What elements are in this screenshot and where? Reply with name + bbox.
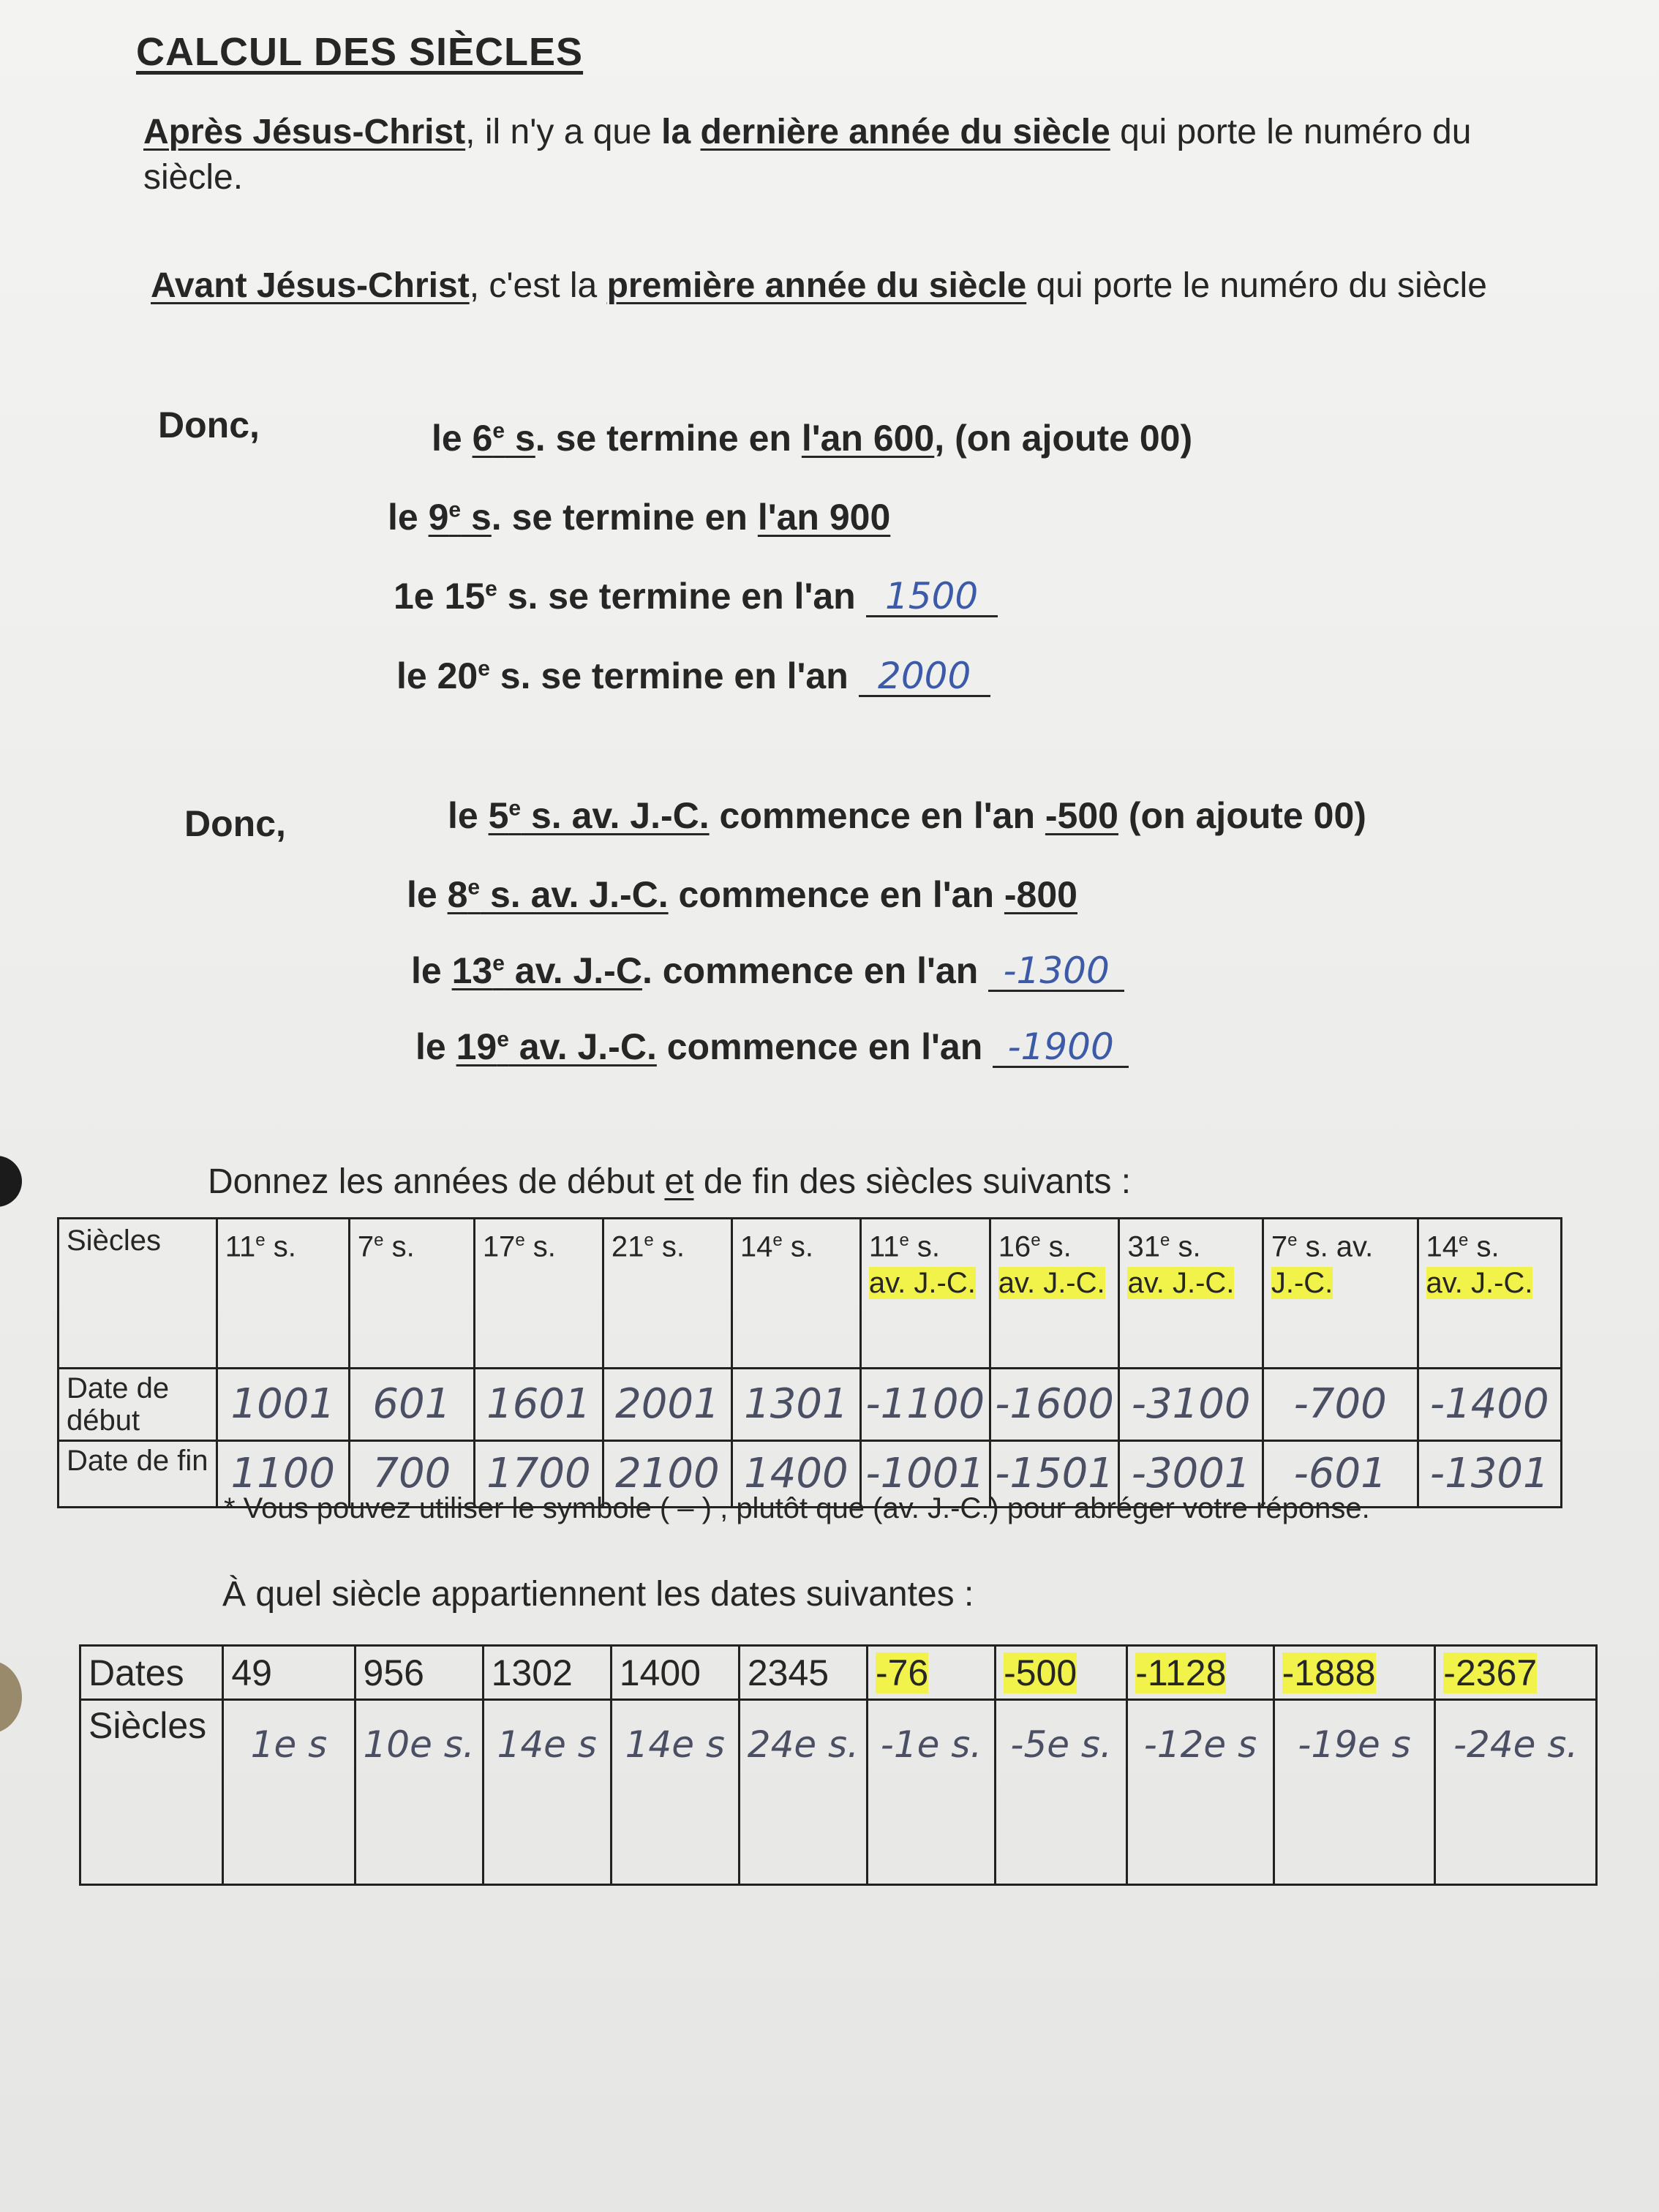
intro-before-jc-label: Avant Jésus-Christ bbox=[151, 266, 470, 305]
page-title: CALCUL DES SIÈCLES bbox=[136, 30, 584, 74]
centuries-table bbox=[57, 1217, 1562, 1508]
date-cell: 1302 bbox=[483, 1646, 611, 1700]
intro-first-year: première année du siècle bbox=[606, 266, 1027, 305]
date-cell: 2345 bbox=[739, 1646, 867, 1700]
century-answer-cell[interactable]: -19e s bbox=[1274, 1700, 1435, 1885]
before-rule-1: le 5e s. av. J.-C. commence en l'an -500 (on ajoute 00) bbox=[448, 795, 1366, 836]
after-rule-3: 1e 15e s. se termine en l'an 1500 bbox=[394, 575, 998, 617]
binder-hole-top bbox=[0, 1156, 22, 1207]
intro-after-jc-label: Après Jésus-Christ bbox=[143, 113, 466, 151]
date-cell: 49 bbox=[223, 1646, 355, 1700]
row-label-dates: Dates bbox=[80, 1646, 223, 1700]
dates-table bbox=[79, 1644, 1598, 1886]
century-answer-cell[interactable]: 10e s. bbox=[355, 1700, 483, 1885]
row-label-fin: Date de fin bbox=[59, 1441, 217, 1508]
before-rule-2: le 8e s. av. J.-C. commence en l'an -800 bbox=[407, 874, 1077, 915]
century-answer-cell[interactable]: -24e s. bbox=[1435, 1700, 1597, 1885]
end-year-cell[interactable]: -601 bbox=[1263, 1441, 1418, 1508]
date-cell: -2367 bbox=[1435, 1646, 1597, 1700]
start-year-cell[interactable]: -1600 bbox=[990, 1369, 1119, 1441]
row-label-siecles: Siècles bbox=[59, 1219, 217, 1369]
table2-instruction: À quel siècle appartiennent les dates suivantes : bbox=[222, 1575, 974, 1614]
century-answer-cell[interactable]: -5e s. bbox=[996, 1700, 1127, 1885]
bc-highlight: av. J.-C. bbox=[998, 1267, 1105, 1300]
century-answer-cell[interactable]: 1e s bbox=[223, 1700, 355, 1885]
donc-label-after: Donc, bbox=[158, 405, 260, 445]
century-answer-cell[interactable]: 14e s bbox=[483, 1700, 611, 1885]
answer-15e-end[interactable]: 1500 bbox=[866, 577, 998, 617]
intro-before-jc: Avant Jésus-Christ, c'est la première année du siècle qui porte le numéro du siècle bbox=[151, 266, 1487, 305]
century-cell: 21e s. bbox=[603, 1219, 731, 1369]
answer-19e-bc-start[interactable]: -1900 bbox=[993, 1028, 1129, 1068]
after-rule-2: le 9e s. se termine en l'an 900 bbox=[388, 497, 891, 538]
end-year-cell[interactable]: 700 bbox=[349, 1441, 474, 1508]
table1-instruction: Donnez les années de début et de fin des siècles suivants : bbox=[208, 1162, 1132, 1201]
date-cell: -500 bbox=[996, 1646, 1127, 1700]
start-year-cell[interactable]: 2001 bbox=[603, 1369, 731, 1441]
end-year-cell[interactable]: -1501 bbox=[990, 1441, 1119, 1508]
before-rule-4: le 19e av. J.-C. commence en l'an -1900 bbox=[415, 1026, 1129, 1068]
date-cell: -76 bbox=[867, 1646, 995, 1700]
century-cell-bc: 16e s. av. J.-C. bbox=[990, 1219, 1119, 1369]
start-year-cell[interactable]: -1100 bbox=[860, 1369, 990, 1441]
centuries-answer-row bbox=[80, 1700, 1597, 1885]
before-rule-3: le 13e av. J.-C. commence en l'an -1300 bbox=[411, 949, 1124, 992]
date-cell: -1888 bbox=[1274, 1646, 1435, 1700]
start-year-row bbox=[59, 1369, 1562, 1441]
bc-highlight: J.-C. bbox=[1271, 1267, 1333, 1300]
century-answer-cell[interactable]: -1e s. bbox=[867, 1700, 995, 1885]
century-answer-cell[interactable]: 24e s. bbox=[739, 1700, 867, 1885]
row-label-siecles: Siècles bbox=[80, 1700, 223, 1885]
date-cell: -1128 bbox=[1127, 1646, 1274, 1700]
century-cell: 14e s. bbox=[731, 1219, 860, 1369]
start-year-cell[interactable]: -1400 bbox=[1418, 1369, 1561, 1441]
answer-13e-bc-start[interactable]: -1300 bbox=[988, 952, 1124, 992]
after-rule-4: le 20e s. se termine en l'an 2000 bbox=[396, 655, 990, 697]
century-cell-bc: 31e s. av. J.-C. bbox=[1119, 1219, 1263, 1369]
intro-last-year: dernière année du siècle bbox=[700, 113, 1110, 151]
start-year-cell[interactable]: -3100 bbox=[1119, 1369, 1263, 1441]
intro-after-jc: Après Jésus-Christ, il n'y a que la dernière année du siècle qui porte le numéro du siècle. bbox=[143, 113, 1472, 197]
century-answer-cell[interactable]: 14e s bbox=[611, 1700, 739, 1885]
start-year-cell[interactable]: 1301 bbox=[731, 1369, 860, 1441]
row-label-debut: Date de début bbox=[59, 1369, 217, 1441]
end-year-cell[interactable]: 1400 bbox=[731, 1441, 860, 1508]
table1-footnote: * Vous pouvez utiliser le symbole ( – ) , plutôt que (av. J.-C.) pour abréger votre réponse. bbox=[224, 1492, 1370, 1524]
date-cell: 1400 bbox=[611, 1646, 739, 1700]
century-cell-bc: 14e s. av. J.-C. bbox=[1418, 1219, 1561, 1369]
bc-highlight: av. J.-C. bbox=[1127, 1267, 1235, 1300]
bc-highlight: av. J.-C. bbox=[1426, 1267, 1533, 1300]
date-cell: 956 bbox=[355, 1646, 483, 1700]
century-cell: 17e s. bbox=[474, 1219, 603, 1369]
binder-hole-bottom bbox=[0, 1660, 22, 1734]
start-year-cell[interactable]: 1001 bbox=[217, 1369, 349, 1441]
end-year-cell[interactable]: 2100 bbox=[603, 1441, 731, 1508]
century-cell: 7e s. bbox=[349, 1219, 474, 1369]
end-year-cell[interactable]: -1301 bbox=[1418, 1441, 1561, 1508]
dates-row bbox=[80, 1646, 1597, 1700]
century-answer-cell[interactable]: -12e s bbox=[1127, 1700, 1274, 1885]
end-year-cell[interactable]: -1001 bbox=[860, 1441, 990, 1508]
century-cell: 11e s. bbox=[217, 1219, 349, 1369]
start-year-cell[interactable]: -700 bbox=[1263, 1369, 1418, 1441]
start-year-cell[interactable]: 1601 bbox=[474, 1369, 603, 1441]
after-rule-1: le 6e s. se termine en l'an 600, (on ajoute 00) bbox=[432, 418, 1193, 459]
end-year-cell[interactable]: 1100 bbox=[217, 1441, 349, 1508]
answer-20e-end[interactable]: 2000 bbox=[859, 657, 990, 697]
century-cell-bc: 11e s. av. J.-C. bbox=[860, 1219, 990, 1369]
bc-highlight: av. J.-C. bbox=[868, 1267, 976, 1300]
donc-label-before: Donc, bbox=[184, 803, 286, 844]
centuries-header-row bbox=[59, 1219, 1562, 1369]
start-year-cell[interactable]: 601 bbox=[349, 1369, 474, 1441]
end-year-cell[interactable]: -3001 bbox=[1119, 1441, 1263, 1508]
end-year-cell[interactable]: 1700 bbox=[474, 1441, 603, 1508]
century-cell-bc: 7e s. av. J.-C. bbox=[1263, 1219, 1418, 1369]
